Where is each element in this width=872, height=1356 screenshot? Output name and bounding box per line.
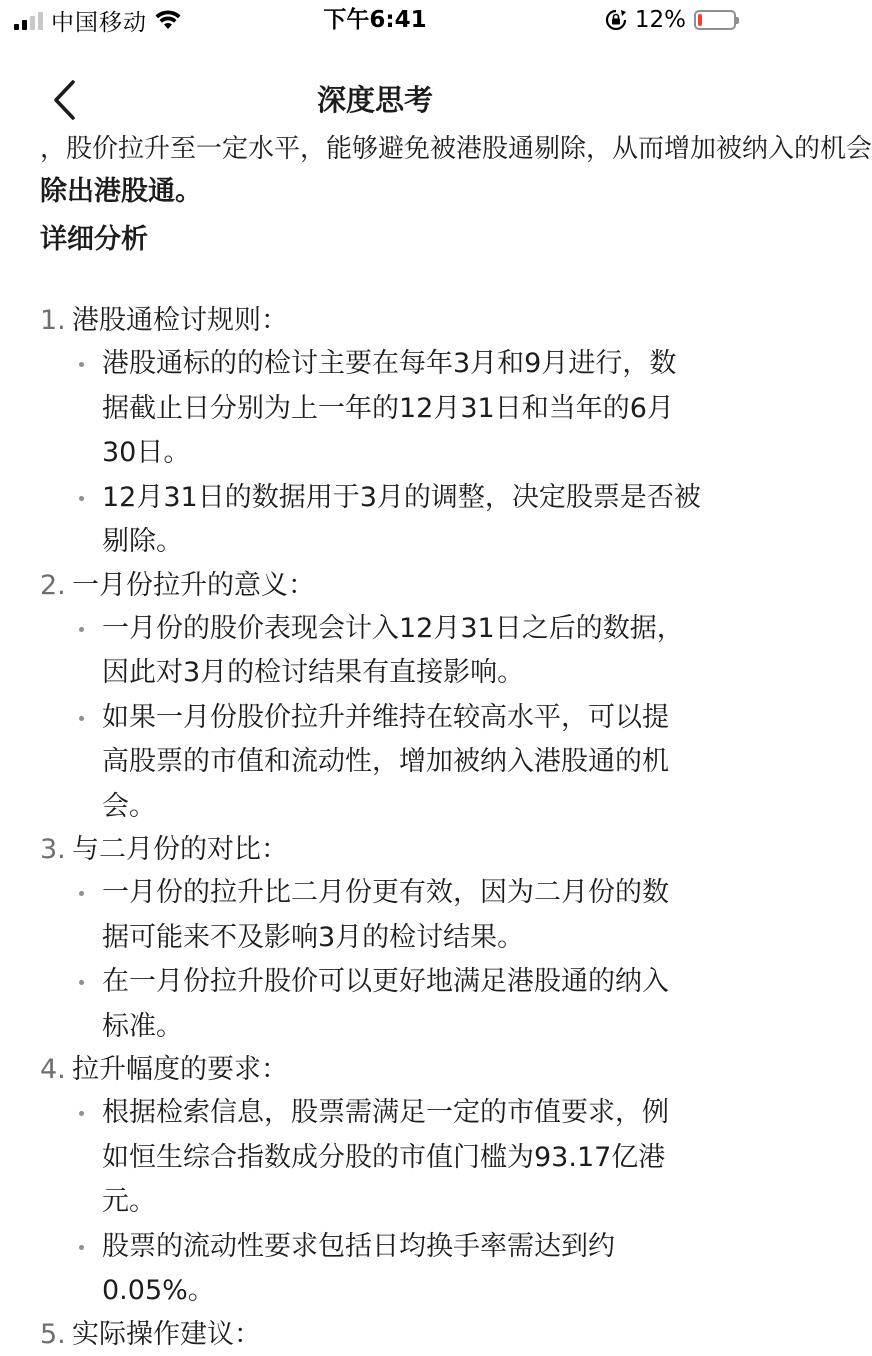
list-title-text: 港股通检讨规则： <box>72 305 288 336</box>
bullet-line: 据截止日分别为上一年的12月31日和当年的6月 <box>102 392 674 424</box>
conclusion-tail: 除出港股通。 <box>40 176 202 207</box>
clipped-text-line <box>40 134 872 164</box>
rotation-lock-icon <box>605 9 627 31</box>
bullet-line: 在一月份拉升股价可以更好地满足港股通的纳入 <box>102 966 669 997</box>
bullet-line: 根据检索信息，股票需满足一定的市值要求，例 <box>102 1097 669 1128</box>
list-bullet <box>40 871 720 960</box>
bullet-line: 一月份的股价表现会计入12月31日之后的数据， <box>102 612 684 644</box>
list-bullet <box>40 1091 720 1225</box>
clipped-text: ，股价拉升至一定水平，能够避免被港股通剔除，从而增加被纳入的机会 <box>40 134 872 164</box>
page-title: 深度思考 <box>316 83 433 117</box>
bullet-line: 股票的流动性要求包括日均换手率需达到约 <box>102 1230 615 1262</box>
list-title-text: 拉升幅度的要求： <box>72 1054 288 1085</box>
list-number: 2. <box>40 569 66 601</box>
list-number: 3. <box>40 834 66 865</box>
list-title-text: 与二月份的对比： <box>72 834 288 865</box>
list-number: 5. <box>40 1318 66 1350</box>
bullet-line: 一月份的拉升比二月份更有效，因为二月份的数 <box>102 877 669 908</box>
bullet-line: 如恒生综合指数成分股的市值门槛为93.17亿港 <box>102 1141 666 1173</box>
list-section-title <box>40 300 720 342</box>
list-section-title <box>40 1314 720 1356</box>
list-title-text: 一月份拉升的意义： <box>72 569 315 601</box>
list-title-text: 实际操作建议： <box>72 1318 261 1350</box>
content-scroll-area[interactable] <box>0 134 872 1350</box>
list-bullet <box>40 476 720 565</box>
bullet-line: 标准。 <box>102 1010 183 1042</box>
bullet-line: 30日。 <box>102 437 191 468</box>
list-section-title <box>40 829 720 871</box>
list-bullet <box>40 342 720 476</box>
bullet-line: 0.05%。 <box>102 1275 215 1306</box>
carrier-name: 中国移动 <box>51 9 147 36</box>
list-number: 4. <box>40 1054 66 1085</box>
bullet-line: 高股票的市值和流动性，增加被纳入港股通的机 <box>102 746 669 777</box>
battery-icon <box>694 10 736 30</box>
list-bullet <box>40 1225 720 1314</box>
bullet-line: 剔除。 <box>102 526 183 557</box>
section-heading: 详细分析 <box>40 224 148 255</box>
bullet-line: 因此对3月的检讨结果有直接影响。 <box>102 657 525 688</box>
bullet-line: 12月31日的数据用于3月的调整，决定股票是否被 <box>102 481 701 513</box>
bullet-line: 据可能来不及影响3月的检讨结果。 <box>102 921 525 953</box>
analysis-list <box>40 300 720 1356</box>
status-bar <box>0 0 750 40</box>
battery-percent: 12% <box>634 7 686 33</box>
list-number: 1. <box>40 305 66 336</box>
list-bullet <box>40 960 720 1049</box>
battery-level-fill <box>698 14 702 26</box>
bullet-line: 元。 <box>102 1186 156 1217</box>
list-bullet <box>40 696 720 830</box>
bullet-line: 如果一月份股价拉升并维持在较高水平，可以提 <box>102 701 669 733</box>
bullet-line: 会。 <box>102 790 156 822</box>
list-bullet <box>40 607 720 696</box>
bullet-line: 港股通标的的检讨主要在每年3月和9月进行，数 <box>102 348 677 379</box>
status-right <box>605 6 736 34</box>
status-time: 下午6:41 <box>323 7 427 33</box>
list-section-title <box>40 565 720 607</box>
list-section-title <box>40 1049 720 1091</box>
